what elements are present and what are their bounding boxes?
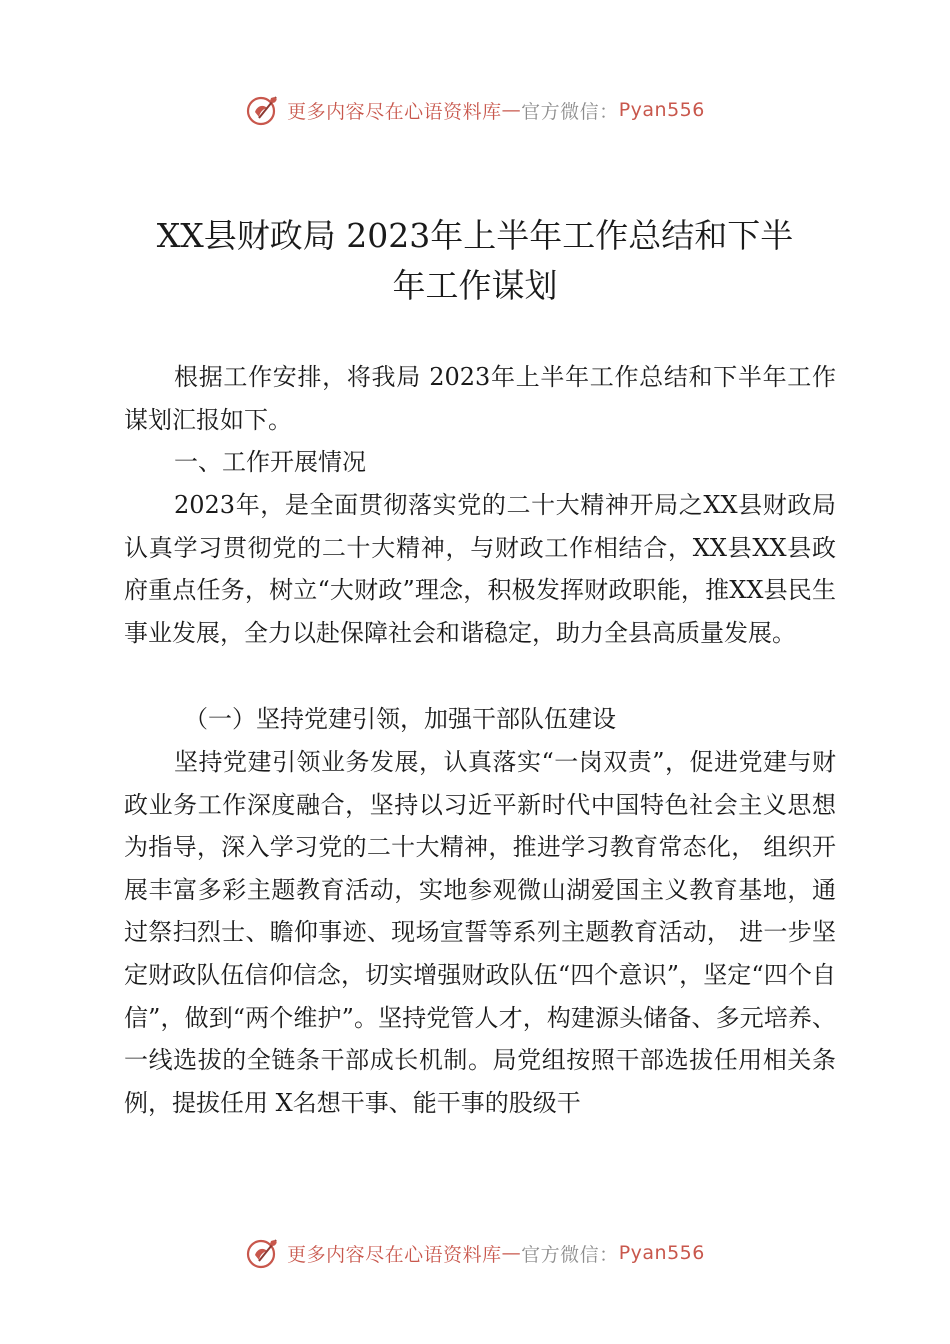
intro-paragraph: 根据工作安排，将我局 2023年上半年工作总结和下半年工作谋划汇报如下。 (124, 363, 836, 434)
subsection1-heading: （一）坚持党建引领，加强干部队伍建设 (184, 705, 616, 733)
quill-heart-icon (245, 1235, 281, 1271)
watermark-brand: 更多内容尽在心语资料库 (287, 1243, 502, 1266)
header-watermark (0, 90, 950, 130)
section1-body: 2023年，是全面贯彻落实党的二十大精神开局之XX县财政局认真学习贯彻党的二十大精神，与财政工作相结合，XX县XX县政府重点任务，树立“大财政”理念，积极发挥财政职能，推XX县民生事业发展，全力以赴保障社会和谐稳定，助力全县高质量发展。 (124, 491, 836, 647)
watermark-dash: — (501, 1242, 522, 1264)
watermark-wechat-label: 官方微信： (521, 1243, 619, 1266)
watermark-wechat-label: 官方微信： (521, 100, 619, 123)
section1-heading: 一、工作开展情况 (174, 448, 366, 476)
footer-watermark (0, 1233, 950, 1273)
watermark-dash: — (501, 99, 522, 121)
watermark-wechat-id: Pyan556 (618, 1242, 705, 1264)
quill-heart-icon (245, 92, 281, 128)
document-title-line1: XX县财政局 2023年上半年工作总结和下半 (156, 216, 794, 255)
document-title-line2: 年工作谋划 (392, 266, 558, 305)
subsection1-body: 坚持党建引领业务发展，认真落实“一岗双责”，促进党建与财政业务工作深度融合，坚持以习近平新时代中国特色社会主义思想为指导，深入学习党的二十大精神，推进学习教育常态化， 组织开展丰富多彩主题教育活动，实地参观微山湖爱国主义教育基地，通过祭扫烈士、瞻仰事迹、现场宣誓等系列主题教育活动， 进一步坚定财政队伍信仰信念，切实增强财政队伍“四个意识”，坚定“四个自信”，做到“两个维护”。坚持党管人才，构建源头储备、多元培养、一线选拔的全链条干部成长机制。局党组按照干部选拔任用相关条例，提拔任用 X名想干事、能干事的股级干 (124, 748, 836, 1117)
watermark-wechat-id: Pyan556 (618, 99, 705, 121)
watermark-brand: 更多内容尽在心语资料库 (287, 100, 502, 123)
